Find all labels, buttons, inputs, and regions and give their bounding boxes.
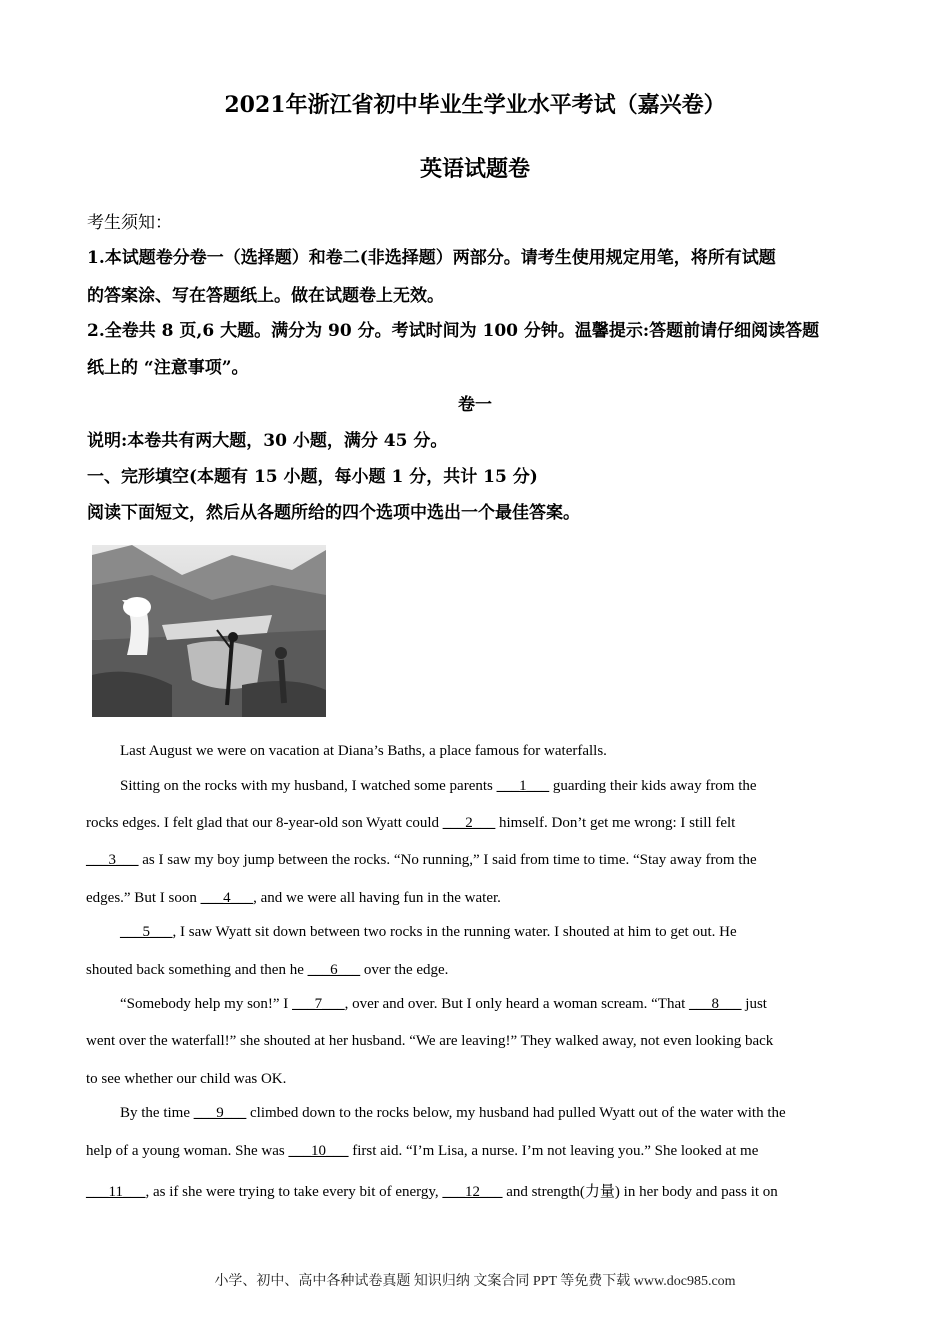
passage-text: just: [741, 996, 767, 1012]
notice-item-1-line-2: 的答案涂、写在答题纸上。做在试题卷上无效。: [87, 286, 444, 306]
notice-item-1-line-1: 1.本试题卷分卷一（选择题）和卷二(非选择题）两部分。请考生使用规定用笔，将所有试题: [87, 248, 776, 268]
passage-line-3: [86, 815, 735, 832]
passage-line-9: went over the waterfall!” she shouted at her husband. “We are leaving!” They walked away, not even looking back: [86, 1033, 774, 1049]
passage-text: climbed down to the rocks below, my husband had pulled Wyatt out of the water with the: [246, 1105, 786, 1121]
part-one-heading: 一、完形填空(本题有 15 小题，每小题 1 分，共计 15 分): [87, 467, 538, 487]
passage-text: , over and over. But I only heard a woman scream. “That: [344, 996, 690, 1012]
passage-line-11: [120, 1105, 786, 1122]
blank-7: ___7___: [292, 996, 345, 1012]
passage-line-5: [86, 890, 501, 907]
blank-6: ___6___: [307, 962, 361, 978]
blank-5: ___5___: [120, 924, 173, 940]
passage-text: as I saw my boy jump between the rocks. “No running,” I said from time to time. “Stay away from the: [138, 852, 757, 868]
blank-2: ___2___: [442, 815, 496, 831]
passage-text: guarding their kids away from the: [549, 778, 757, 794]
blank-1: ___1___: [496, 778, 550, 794]
passage-line-4: [86, 852, 757, 869]
passage-line-1: Last August we were on vacation at Diana’s Baths, a place famous for waterfalls.: [120, 743, 607, 759]
passage-text: , and we were all having fun in the water.: [253, 890, 501, 906]
volume-label: 卷一: [458, 395, 492, 415]
blank-8: ___8___: [689, 996, 742, 1012]
passage-line-12: [86, 1143, 758, 1160]
notice-item-2-line-1: 2.全卷共 8 页,6 大题。满分为 90 分。考试时间为 100 分钟。温馨提示:答题前请仔细阅读答题: [87, 321, 820, 341]
passage-text: first aid. “I’m Lisa, a nurse. I’m not leaving you.” She looked at me: [348, 1143, 759, 1159]
passage-text: shouted back something and then he: [86, 962, 308, 978]
waterfall-illustration: [92, 545, 326, 717]
passage-text: , I saw Wyatt sit down between two rocks in the running water. I shouted at him to get out. He: [172, 924, 737, 940]
notice-heading: 考生须知：: [87, 213, 172, 233]
passage-line-13: [86, 1180, 778, 1201]
passage-line-10: to see whether our child was OK.: [86, 1071, 287, 1087]
passage-text: himself. Don’t get me wrong: I still felt: [495, 815, 736, 831]
exam-subtitle: 英语试题卷: [419, 156, 530, 182]
passage-text: help of a young woman. She was: [86, 1143, 289, 1159]
blank-12: ___12___: [442, 1184, 503, 1200]
passage-text: edges.” But I soon: [86, 890, 201, 906]
blank-3: ___3___: [86, 852, 139, 868]
blank-4: ___4___: [200, 890, 254, 906]
blank-9: ___9___: [193, 1105, 247, 1121]
notice-item-2-line-2: 纸上的 “注意事项”。: [87, 358, 249, 378]
passage-line-7: [86, 962, 448, 979]
passage-text: and strength(力量) in her body and pass it on: [502, 1184, 778, 1200]
blank-10: ___10___: [288, 1143, 349, 1159]
passage-line-6: [120, 924, 737, 941]
exam-title: 2021年浙江省初中毕业生学业水平考试（嘉兴卷）: [224, 92, 726, 118]
passage-line-2: [120, 778, 757, 795]
passage-text: rocks edges. I felt glad that our 8-year-old son Wyatt could: [86, 815, 443, 831]
passage-text: over the edge.: [360, 962, 449, 978]
blank-11: ___11___: [86, 1184, 146, 1200]
page-footer: 小学、初中、高中各种试卷真题 知识归纳 文案合同 PPT 等免费下载 www.doc985.com: [214, 1274, 736, 1289]
passage-text: By the time: [120, 1105, 194, 1121]
passage-line-8: [120, 996, 767, 1013]
passage-text: Sitting on the rocks with my husband, I watched some parents: [120, 778, 497, 794]
volume-description: 说明:本卷共有两大题，30 小题，满分 45 分。: [87, 431, 448, 451]
passage-text: , as if she were trying to take every bit of energy,: [145, 1184, 443, 1200]
part-one-instruction: 阅读下面短文，然后从各题所给的四个选项中选出一个最佳答案。: [87, 503, 580, 523]
passage-text: “Somebody help my son!” I: [120, 996, 293, 1012]
